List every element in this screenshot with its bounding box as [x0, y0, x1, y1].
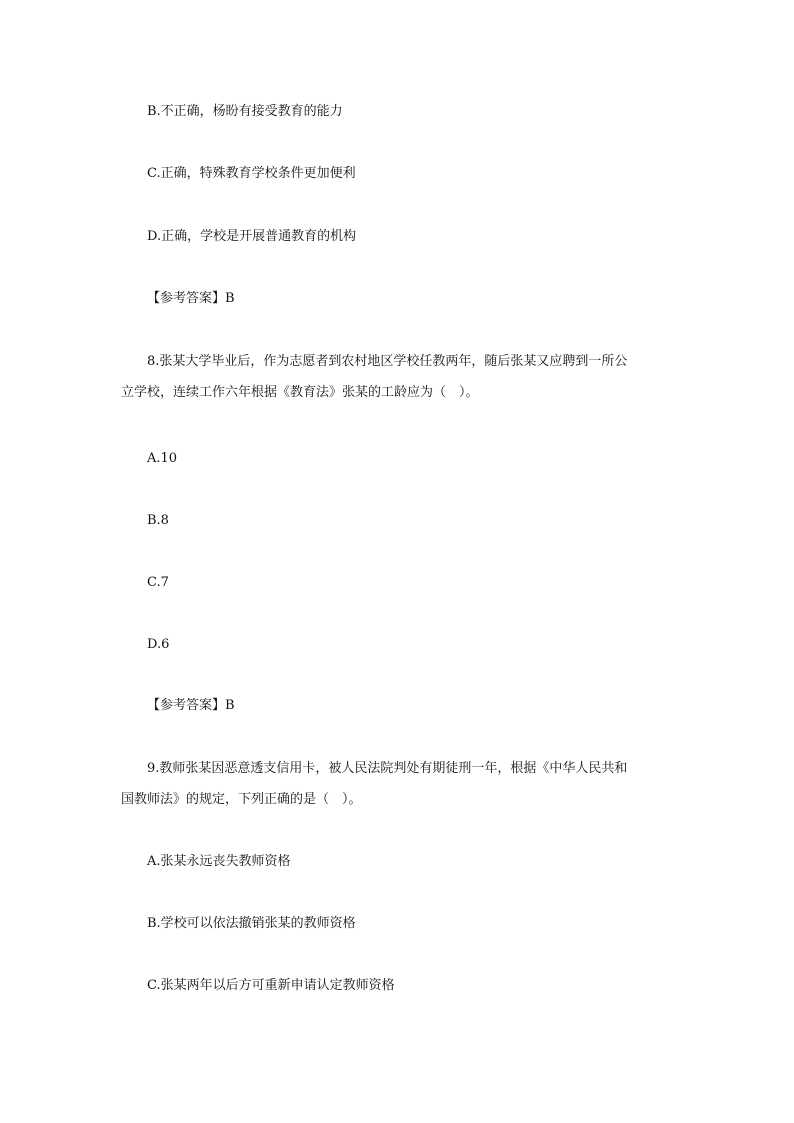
q9-option-c: C.张某两年以后方可重新申请认定教师资格 [147, 978, 395, 993]
q9-option-b: B.学校可以依法撤销张某的教师资格 [147, 916, 356, 931]
q7-answer: 【参考答案】B [147, 291, 235, 306]
q9-stem-line1: 9.教师张某因恶意透支信用卡，被人民法院判处有期徒刑一年，根据《中华人民共和 [147, 761, 628, 776]
q8-answer: 【参考答案】B [147, 698, 235, 713]
q8-option-a: A.10 [147, 451, 178, 466]
q9-option-a: A.张某永远丧失教师资格 [147, 854, 291, 869]
q8-stem-line1: 8.张某大学毕业后，作为志愿者到农村地区学校任教两年，随后张某又应聘到一所公 [147, 354, 628, 369]
q8-option-c: C.7 [147, 575, 169, 590]
q8-stem-line2: 立学校，连续工作六年根据《教育法》张某的工龄应为（ ）。 [121, 385, 479, 400]
q7-option-b: B.不正确，杨盼有接受教育的能力 [147, 104, 343, 119]
q8-option-d: D.6 [147, 637, 170, 652]
q7-option-d: D.正确，学校是开展普通教育的机构 [147, 229, 357, 244]
q7-option-c: C.正确，特殊教育学校条件更加便利 [147, 166, 356, 181]
q8-option-b: B.8 [147, 513, 169, 528]
q9-stem-line2: 国教师法》的规定，下列正确的是（ ）。 [121, 792, 362, 807]
